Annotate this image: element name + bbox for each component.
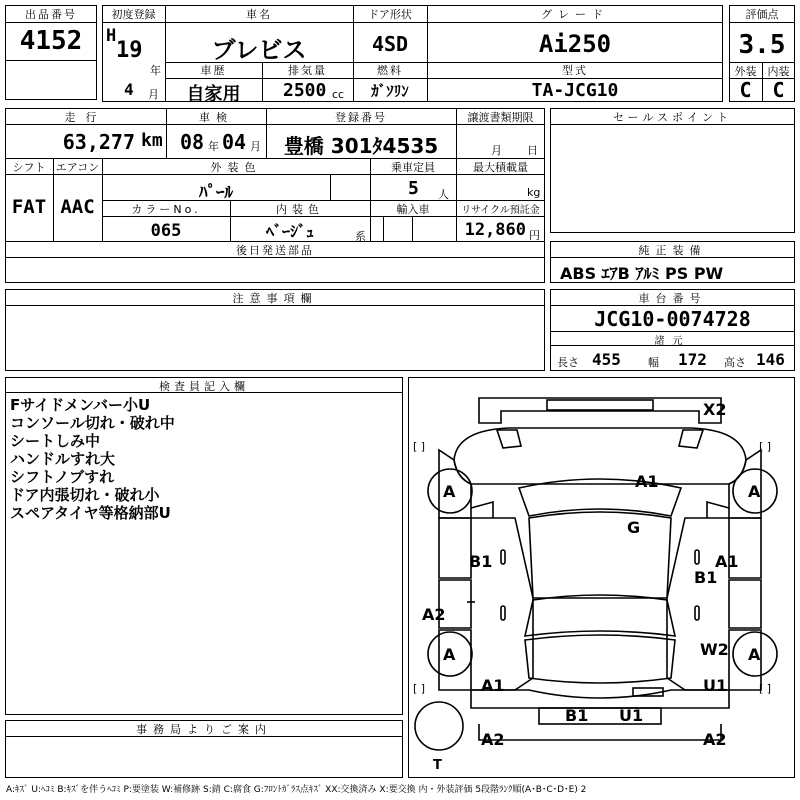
recycle-label: リサイクル預託金 — [461, 205, 540, 216]
bracket-mark: [ ] — [413, 682, 426, 695]
height-label: 高さ — [724, 356, 746, 369]
mileage: 63,277 — [62, 130, 135, 154]
trunk-lid — [525, 635, 675, 683]
aircon: AAC — [60, 196, 95, 218]
damage-mark: B1 — [469, 552, 493, 571]
door-label: ドア形状 — [368, 8, 412, 21]
cautions-label: 注意事項欄 — [232, 292, 318, 305]
chassis-label: 車台番号 — [638, 292, 707, 305]
trunk-label: T — [433, 758, 442, 773]
inspector-note: Fサイドメンバー小U — [10, 396, 151, 414]
rear-window — [525, 595, 675, 636]
door-type: 4SD — [371, 32, 409, 56]
later-parts-label: 後日発送部品 — [236, 244, 314, 257]
body-outline — [471, 518, 533, 690]
mileage-unit: km — [141, 130, 163, 151]
int-color-label: 内装色 — [276, 203, 324, 216]
history: 自家用 — [186, 84, 241, 105]
recycle-unit: 円 — [529, 229, 540, 242]
width: 172 — [678, 350, 707, 369]
sales-points-box — [550, 108, 795, 233]
sales-points-label: セールスポイント — [612, 111, 732, 124]
wheel-mark-front-right: A — [748, 482, 761, 501]
max-load-unit: kg — [527, 186, 541, 199]
aircon-label: エアコン — [55, 161, 100, 174]
damage-mark: A1 — [715, 552, 739, 571]
car-name-label: 車名 — [246, 8, 272, 21]
inspector-note: コンソール切れ・破れ中 — [10, 414, 175, 432]
equipment-label: 純正装備 — [638, 244, 707, 257]
car-diagram-svg — [409, 378, 793, 776]
interior-grade: C — [772, 78, 785, 102]
damage-mark: B1 — [694, 568, 718, 587]
model-code: TA-JCG10 — [531, 80, 619, 101]
damage-mark: W2 — [700, 640, 729, 659]
wheel-mark-rear-left: A — [443, 645, 456, 664]
damage-diagram — [408, 377, 795, 778]
int-color-unit: 系 — [355, 230, 366, 243]
interior-label: 内装 — [767, 65, 790, 78]
length: 455 — [592, 350, 621, 369]
fuel: ｶﾞｿﾘﾝ — [371, 82, 409, 100]
headlight-left — [497, 430, 521, 448]
inspection-year-unit: 年 — [208, 140, 219, 153]
wheel-mark-rear-right: A — [748, 645, 761, 664]
bracket-mark: [ ] — [759, 440, 772, 453]
damage-mark: U1 — [703, 676, 728, 695]
damage-mark: X2 — [703, 400, 727, 419]
first-reg-year: 19 — [116, 38, 143, 63]
mileage-label: 走行 — [64, 111, 107, 124]
roof — [529, 512, 671, 598]
import-label: 輸入車 — [396, 203, 430, 216]
plate-label: 登録番号 — [335, 111, 387, 124]
grade-label: グレード — [541, 8, 609, 21]
lot-label: 出品番号 — [25, 8, 77, 21]
recycle-fee: 12,860 — [464, 220, 526, 240]
door-rear-right — [729, 580, 761, 628]
damage-mark: G — [627, 518, 641, 537]
capacity-unit: 人 — [438, 188, 449, 201]
first-reg-year-unit: 年 — [150, 64, 161, 77]
transfer-day-unit: 日 — [527, 144, 538, 157]
legend: A:ｷｽﾞ U:ﾍｺﾐ B:ｷｽﾞを伴うﾍｺﾐ P:要塗装 W:補修跡 S:錆 C:腐食 G:ﾌﾛﾝﾄｶﾞﾗｽ点ｷｽﾞ XX:交換済み X:要交換 内・外装評価 5段階ﾗﾝｸ順(A･B･C･D･E) 2 — [6, 785, 587, 795]
office-label: 事務局よりご案内 — [136, 723, 272, 736]
front-plate — [547, 400, 653, 410]
plate-number: 豊橋 301ﾀ4535 — [283, 134, 439, 158]
specs-label: 諸元 — [654, 336, 691, 347]
first-reg-label: 初度登録 — [111, 8, 156, 21]
wheel-mark-front-left: A — [443, 482, 456, 501]
bracket-mark: [ ] — [413, 440, 426, 453]
bracket-mark: [ ] — [759, 682, 772, 695]
headlight-right — [679, 430, 703, 448]
spare-wheel — [415, 702, 463, 750]
car-name: ブレビス — [211, 36, 307, 64]
height: 146 — [756, 350, 785, 369]
inspector-note: シフトノブすれ — [10, 468, 115, 486]
width-label: 幅 — [648, 356, 659, 369]
length-label: 長さ — [557, 356, 579, 369]
door-front-left — [439, 518, 471, 578]
transfer-month-unit: 月 — [491, 144, 502, 157]
model-label: 型式 — [562, 64, 588, 77]
damage-mark: U1 — [619, 706, 644, 725]
inspector-note: ドア内張切れ・破れ小 — [10, 486, 160, 504]
score: 3.5 — [738, 30, 786, 60]
displacement: 2500 — [283, 80, 327, 101]
inspection-label: 車検 — [199, 111, 233, 124]
max-load-label: 最大積載量 — [473, 161, 528, 174]
displacement-unit: cc — [332, 88, 345, 101]
ext-color-label: 外装色 — [210, 161, 262, 174]
shift: FAT — [11, 196, 47, 218]
damage-mark: B1 — [565, 706, 589, 725]
shift-label: シフト — [12, 161, 46, 174]
first-reg-era: H — [106, 26, 117, 46]
fuel-label: 燃料 — [377, 64, 403, 77]
grade: Ai250 — [538, 30, 612, 58]
inspector-note: シートしみ中 — [10, 432, 101, 450]
displacement-label: 排気量 — [288, 64, 327, 77]
damage-mark: A2 — [703, 730, 727, 749]
inspection-year: 08 — [180, 130, 205, 154]
color-no: 065 — [150, 221, 182, 241]
damage-mark: A1 — [635, 472, 659, 491]
ext-color: ﾊﾟｰﾙ — [199, 183, 233, 203]
score-label: 評価点 — [745, 8, 779, 21]
first-reg-month-unit: 月 — [148, 88, 159, 101]
exterior-grade: C — [739, 78, 752, 102]
chassis-number: JCG10-0074728 — [594, 307, 751, 331]
capacity-label: 乗車定員 — [391, 161, 435, 174]
color-no-label: カラーNo. — [131, 203, 201, 216]
transfer-label: 譲渡書類期限 — [467, 111, 534, 124]
bonnet — [454, 428, 746, 484]
damage-mark: A1 — [481, 676, 505, 695]
inspection-month: 04 — [222, 130, 247, 154]
capacity: 5 — [408, 178, 419, 199]
history-label: 車歴 — [200, 64, 227, 77]
int-color: ﾍﾞｰｼﾞｭ — [265, 222, 314, 241]
equipment: ABS ｴｱB ｱﾙﾐ PS PW — [560, 264, 724, 283]
damage-mark: A2 — [481, 730, 505, 749]
inspector-note: ハンドルすれ大 — [10, 450, 116, 468]
inspection-month-unit: 月 — [250, 140, 261, 153]
rear-bumper — [471, 690, 729, 708]
damage-mark: A2 — [422, 605, 446, 624]
exterior-label: 外装 — [734, 65, 757, 78]
lot-number: 4152 — [19, 26, 83, 56]
first-reg-month: 4 — [124, 80, 134, 99]
inspector-label: 検査員記入欄 — [159, 380, 249, 393]
inspector-note: スペアタイヤ等格納部U — [10, 504, 171, 522]
